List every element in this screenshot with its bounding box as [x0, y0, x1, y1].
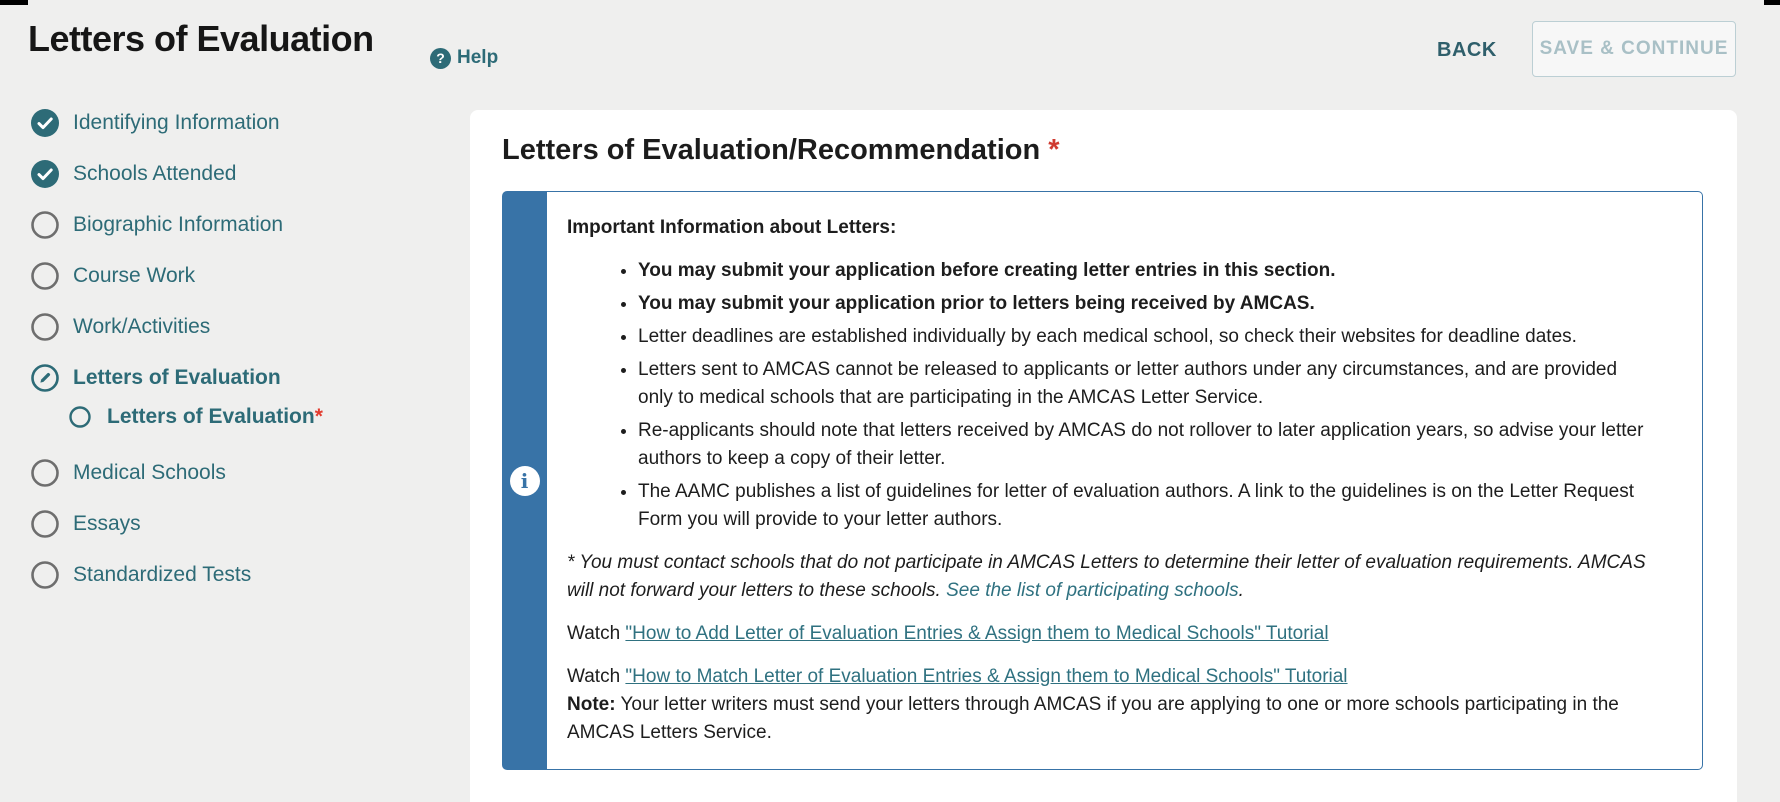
check-circle-icon: [31, 109, 59, 137]
sidebar-item-essays[interactable]: [31, 510, 461, 538]
info-bullet: • Letter deadlines are established individually by each medical school, so check their websites for deadline dates.: [638, 323, 1647, 351]
radio-circle-icon: [31, 459, 59, 487]
sidebar-item-letters-of-evaluation[interactable]: [31, 364, 461, 392]
main-panel: [470, 110, 1737, 802]
info-bullet: • The AAMC publishes a list of guidelines for letter of evaluation authors. A link to the guidelines is on the Letter Request Form you will provide to your letter authors.: [638, 478, 1647, 534]
back-button[interactable]: BACK: [1437, 39, 1497, 61]
info-box-content: [547, 191, 1703, 770]
watch-line: [567, 663, 1647, 691]
participating-schools-link[interactable]: See the list of participating schools: [946, 580, 1239, 601]
radio-circle-icon: [31, 262, 59, 290]
tutorial-link-1[interactable]: "How to Add Letter of Evaluation Entries & Assign them to Medical Schools" Tutorial: [625, 623, 1329, 644]
info-box: [502, 191, 1703, 770]
footnote: [567, 549, 1647, 605]
section-nav: [31, 109, 461, 612]
radio-circle-icon: [31, 510, 59, 538]
help-icon: ?: [430, 48, 451, 69]
edit-pencil-icon: [31, 364, 59, 392]
info-box-title: Important Information about Letters:: [567, 217, 897, 238]
content-heading-text: Letters of Evaluation/Recommendation: [502, 134, 1041, 166]
sidebar-item-label: Course Work: [73, 264, 196, 287]
watch-prefix: Watch: [567, 666, 626, 687]
radio-circle-icon: [31, 561, 59, 589]
watch-line: [567, 620, 1647, 648]
radio-circle-icon: [31, 211, 59, 239]
sidebar-item-label: Letters of Evaluation*: [107, 405, 323, 428]
tutorial-link-2[interactable]: "How to Match Letter of Evaluation Entries & Assign them to Medical Schools" Tutorial: [625, 666, 1348, 687]
required-asterisk: *: [314, 405, 323, 428]
sidebar-item-label: Standardized Tests: [73, 563, 252, 586]
footnote-suffix: .: [1238, 580, 1244, 601]
sidebar-item-label: Letters of Evaluation: [73, 366, 281, 389]
note-paragraph: [567, 691, 1647, 747]
page-title: Letters of Evaluation: [28, 18, 374, 59]
info-bullet: • You may submit your application before creating letter entries in this section.: [638, 257, 1647, 285]
sidebar-item-schools-attended[interactable]: [31, 160, 461, 188]
radio-circle-icon: [31, 313, 59, 341]
sidebar-item-label: Medical Schools: [73, 461, 226, 484]
info-bullet-list: [567, 257, 1647, 534]
note-text: Your letter writers must send your letters through AMCAS if you are applying to one or more schools participating in the AMCAS Letters Service.: [567, 694, 1619, 743]
sidebar-item-label: Identifying Information: [73, 111, 280, 134]
sidebar-item-label: Work/Activities: [73, 315, 211, 338]
content-heading: [502, 132, 1703, 168]
sidebar-item-course-work[interactable]: [31, 262, 461, 290]
sidebar-item-letters-of-evaluation[interactable]: [31, 406, 461, 428]
sidebar-item-biographic-information[interactable]: [31, 211, 461, 239]
sidebar-item-work-activities[interactable]: [31, 313, 461, 341]
info-box-accent-bar: [502, 191, 547, 770]
required-asterisk: *: [1048, 134, 1060, 166]
window-edge-right: [1764, 0, 1780, 5]
help-link[interactable]: [430, 47, 498, 69]
footnote-text: * You must contact schools that do not participate in AMCAS Letters to determine their letter of evaluation requirements. AMCAS will not forward your letters to these schools.: [567, 552, 1646, 601]
sidebar-item-identifying-information[interactable]: [31, 109, 461, 137]
watch-prefix: Watch: [567, 623, 626, 644]
check-circle-icon: [31, 160, 59, 188]
help-label: Help: [457, 47, 499, 68]
sidebar-item-medical-schools[interactable]: [31, 459, 461, 487]
save-and-continue-button[interactable]: SAVE & CONTINUE: [1532, 21, 1736, 77]
sidebar-item-standardized-tests[interactable]: [31, 561, 461, 589]
info-bullet: • Re-applicants should note that letters received by AMCAS do not rollover to later application years, so advise your letter authors to keep a copy of their letter.: [638, 417, 1647, 473]
info-bullet: • You may submit your application prior to letters being received by AMCAS.: [638, 290, 1647, 318]
info-bullet: • Letters sent to AMCAS cannot be released to applicants or letter authors under any circumstances, and are provided only to medical schools that are participating in the AMCAS Letter Service.: [638, 356, 1647, 412]
sidebar-item-label: Biographic Information: [73, 213, 284, 236]
info-icon: i: [510, 466, 540, 496]
window-edge-left: [0, 0, 28, 5]
sidebar-item-label: Essays: [73, 512, 141, 535]
note-label: Note:: [567, 694, 616, 715]
sidebar-item-label: Schools Attended: [73, 162, 237, 185]
radio-circle-icon: [69, 406, 91, 428]
